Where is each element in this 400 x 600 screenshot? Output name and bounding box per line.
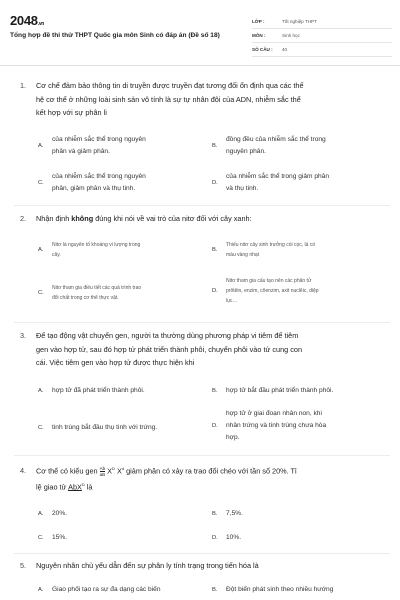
option-letter: B.: [212, 247, 218, 253]
option-text: Đột biến phát sinh theo nhiều hướng: [226, 586, 334, 593]
meta-value: 40: [282, 47, 288, 52]
option-text: đồng đều của nhiễm sắc thể trong: [226, 136, 326, 143]
document-header: [0, 0, 400, 66]
gamete: AbX: [68, 482, 82, 492]
stem-line: Để tạo động vật chuyển gen, người ta thường dùng phương pháp vi tiêm để tiêm: [36, 331, 299, 340]
question-2-option-b[interactable]: [212, 240, 315, 260]
question-3-option-d[interactable]: [212, 408, 326, 444]
meta-label: LỚP :: [252, 19, 265, 24]
option-text: màu vàng nhạt: [226, 252, 260, 258]
question-number: 4.: [20, 466, 27, 476]
stem-line: kết hợp với sự phân li: [36, 108, 107, 117]
logo-suffix: .vn: [37, 21, 45, 27]
question-3-option-a[interactable]: [38, 385, 145, 397]
question-5-option-b[interactable]: [212, 584, 333, 596]
meta-value: Sinh học: [282, 33, 300, 38]
gamete-sup: D: [81, 481, 85, 487]
option-text: phân, giảm phân và thụ tinh.: [52, 185, 136, 192]
document-meta: [252, 15, 392, 57]
option-text: hợp tử ở giai đoạn nhân non, khi: [226, 410, 322, 417]
option-text: Nitơ tham gia cấu tạo nên các phân tử: [226, 278, 312, 284]
question-4-option-d[interactable]: [212, 532, 241, 544]
option-text: hợp tử đã phát triển thành phôi.: [52, 387, 145, 394]
question-number: 2.: [20, 214, 27, 223]
option-letter: A.: [38, 388, 44, 394]
option-text: và thụ tinh.: [226, 185, 259, 192]
option-text: tinh trùng bắt đầu thụ tinh với trứng.: [52, 424, 158, 431]
question-5-stem: [20, 559, 390, 573]
stem-text: Nhận định: [36, 214, 72, 223]
meta-row-class: [252, 15, 392, 29]
option-letter: B.: [212, 587, 218, 593]
question-3-option-b[interactable]: [212, 385, 333, 397]
question-3-option-c[interactable]: [38, 422, 157, 434]
meta-label: MÔN :: [252, 33, 266, 38]
question-divider: [14, 455, 390, 456]
question-1-option-b[interactable]: [212, 134, 326, 158]
question-2-option-a[interactable]: [38, 240, 140, 260]
option-text: 7,5%.: [226, 510, 243, 517]
stem-line: gen vào hợp tử, sau đó hợp tử phát triển thành phôi, chuyển phôi vào tử cung con: [36, 344, 303, 354]
question-3-stem: [20, 329, 390, 370]
stem-text: lệ giao tử: [36, 482, 69, 492]
question-4-stem: [20, 462, 390, 494]
question-1-option-c[interactable]: [38, 171, 146, 195]
meta-label: SỐ CÂU :: [252, 47, 273, 52]
option-text: đổi chất trong cơ thể thực vật.: [52, 295, 119, 301]
question-number: 1.: [20, 81, 27, 90]
question-number: 5.: [20, 561, 27, 570]
option-letter: D.: [212, 180, 218, 186]
stem-text: X: [105, 466, 113, 476]
stem-text: là: [84, 482, 93, 492]
stem-line: Cơ chế đảm bảo thông tin di truyền được truyền đạt tương đối ổn định qua các thế: [36, 81, 304, 90]
option-text: cây.: [52, 252, 61, 258]
question-number: 3.: [20, 331, 27, 340]
option-letter: A.: [38, 143, 44, 149]
option-text: prôtêin, enzim, côenzim, axit nuclêic, diệp: [226, 288, 319, 294]
option-letter: A.: [38, 247, 44, 253]
stem-line: hệ cơ thể ở những loài sinh sản vô tính là sự tự nhân đôi của ADN, nhiễm sắc thể: [36, 94, 301, 104]
question-2-option-c[interactable]: [38, 283, 141, 303]
option-text: hợp tử bắt đầu phát triển thành phôi.: [226, 387, 334, 394]
logo-main: 2048: [10, 13, 38, 28]
option-letter: C.: [38, 425, 44, 431]
option-text: Giao phối tạo ra sự đa dạng các biến: [52, 586, 161, 593]
option-letter: D.: [212, 288, 218, 294]
stem-text: giảm phân có xảy ra trao đổi chéo với tần số 20%. Tỉ: [124, 466, 297, 476]
question-1-option-a[interactable]: [38, 134, 146, 158]
site-logo[interactable]: [10, 13, 44, 28]
question-4-option-c[interactable]: [38, 532, 67, 544]
question-2-option-d[interactable]: [212, 276, 319, 306]
question-divider: [14, 205, 390, 206]
stem-text: Cơ thể có kiểu gen: [36, 466, 100, 476]
allele-sup: d: [121, 466, 125, 471]
option-text: 20%.: [52, 510, 68, 517]
option-letter: C.: [38, 290, 44, 296]
option-letter: B.: [212, 511, 218, 517]
option-text: lục…: [226, 298, 238, 304]
stem-text: X: [114, 466, 122, 476]
option-letter: D.: [212, 535, 218, 541]
question-2-stem: [20, 212, 390, 226]
option-text: của nhiễm sắc thể trong nguyên: [52, 136, 146, 143]
option-text: 15%.: [52, 534, 68, 541]
document-title: Tổng hợp đề thi thử THPT Quốc gia môn Sinh có đáp án (Đề số 18): [10, 32, 220, 39]
option-letter: D.: [212, 423, 218, 429]
genotype-top: Ab: [99, 466, 106, 471]
option-text: hợp.: [226, 434, 240, 441]
allele-sup: D: [112, 466, 115, 471]
stem-line: Nguyên nhân chủ yếu dẫn đến sự phân ly tính trạng trong tiến hóa là: [36, 561, 259, 570]
meta-row-count: [252, 43, 392, 57]
question-divider: [14, 322, 390, 323]
question-1-stem: [20, 79, 390, 120]
option-text: Nitơ tham gia điều tiết các quá trình trao: [52, 285, 142, 291]
question-1-option-d[interactable]: [212, 171, 329, 195]
option-text: Nitơ là nguyên tố khoáng vi lượng trong: [52, 242, 141, 248]
option-text: nguyên phân.: [226, 148, 266, 155]
meta-value: Tốt nghiệp THPT: [282, 19, 317, 24]
stem-text: đúng khi nói về vai trò của nitơ đối với cây xanh:: [93, 214, 252, 223]
option-letter: B.: [212, 388, 218, 394]
option-text: nhân trứng và tinh trùng chưa hòa: [226, 422, 327, 429]
genotype-bottom: aB: [99, 472, 106, 477]
option-text: 10%.: [226, 534, 242, 541]
option-text: của nhiễm sắc thể trong giảm phân: [226, 173, 329, 180]
option-text: Thiếu nitơ cây sinh trưởng còi cọc, lá có: [226, 242, 316, 248]
option-letter: C.: [38, 535, 44, 541]
option-text: của nhiễm sắc thể trong nguyên: [52, 173, 146, 180]
question-4-option-b[interactable]: [212, 508, 243, 520]
meta-row-subject: [252, 29, 392, 43]
option-letter: B.: [212, 143, 218, 149]
question-5-option-a[interactable]: [38, 584, 161, 596]
stem-line: cái. Việc tiêm gen vào hợp tử được thực hiện khi: [36, 358, 195, 367]
option-letter: A.: [38, 587, 44, 593]
question-divider: [14, 553, 390, 554]
stem-emphasis: không: [71, 214, 94, 223]
question-4-option-a[interactable]: [38, 508, 67, 520]
option-letter: A.: [38, 511, 44, 517]
option-text: phân và giảm phân.: [52, 148, 110, 155]
option-letter: C.: [38, 180, 44, 186]
